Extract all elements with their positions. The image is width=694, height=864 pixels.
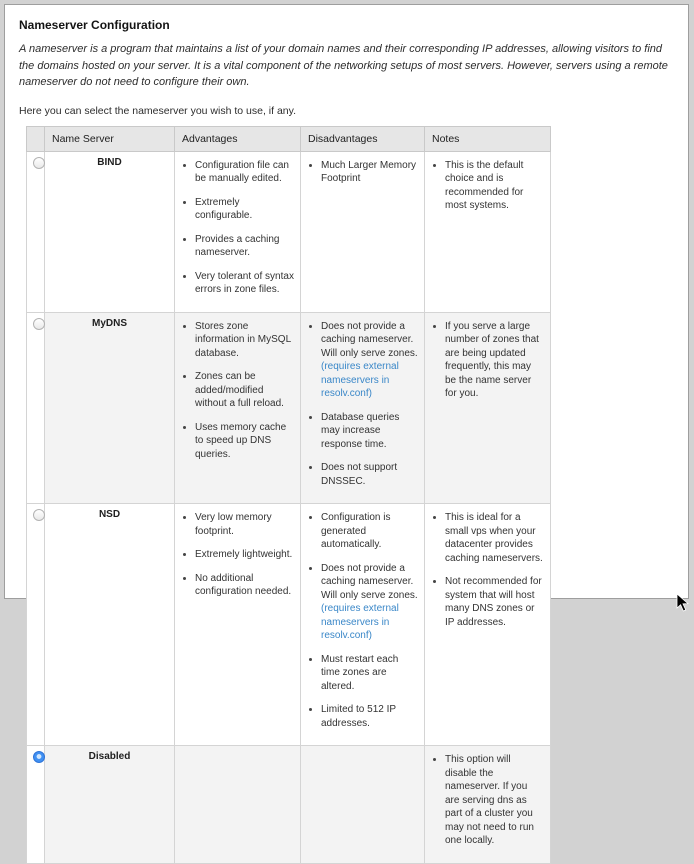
disadvantage-item: • Does not provide a caching nameserver. Will only serve zones. (requires external nameservers in resolv.conf) (321, 562, 418, 643)
notes-cell (425, 151, 551, 312)
advantages-cell (175, 151, 301, 312)
mouse-cursor (676, 593, 690, 612)
advantage-item: • Stores zone information in MySQL database. (195, 320, 294, 361)
nameserver-name: NSD (45, 504, 175, 746)
content-panel (4, 4, 689, 846)
advantage-item: • Configuration file can be manually edited. (195, 159, 294, 186)
advantage-item: • Zones can be added/modified without a full reload. (195, 370, 294, 411)
disadvantages-cell (301, 746, 425, 864)
notes-cell (425, 746, 551, 864)
disadvantage-list (307, 159, 418, 186)
disadvantage-item: • Limited to 512 IP addresses. (321, 703, 418, 730)
resolv-conf-link[interactable]: (requires external nameservers in resolv.conf) (321, 361, 399, 399)
advantage-item: • No additional configuration needed. (195, 572, 294, 599)
notes-cell (425, 312, 551, 504)
column-header-name-server: Name Server (45, 126, 175, 151)
note-item: • This is ideal for a small vps when your datacenter provides caching nameservers. (445, 511, 544, 565)
nameserver-name: BIND (45, 151, 175, 312)
nameserver-radio-nsd[interactable] (33, 509, 45, 521)
advantage-item: • Very tolerant of syntax errors in zone files. (195, 270, 294, 297)
note-list (431, 753, 544, 848)
page-instruction: Here you can select the nameserver you wish to use, if any. (19, 104, 297, 117)
column-header-radio (27, 126, 45, 151)
nameserver-radio-bind[interactable] (33, 157, 45, 169)
note-list (431, 511, 544, 629)
note-item: • If you serve a large number of zones that are being updated frequently, this may be the name server for you. (445, 320, 544, 401)
radio-cell (27, 312, 45, 504)
nameserver-table (26, 126, 551, 864)
advantage-list (181, 159, 294, 297)
table-row-disabled (27, 746, 551, 864)
column-header-notes: Notes (425, 126, 551, 151)
disadvantage-item: • Must restart each time zones are altered. (321, 653, 418, 694)
advantages-cell (175, 746, 301, 864)
note-list (431, 159, 544, 213)
table-row-nsd (27, 504, 551, 746)
nameserver-name: MyDNS (45, 312, 175, 504)
disadvantage-item: • Configuration is generated automatically. (321, 511, 418, 552)
advantage-item: • Uses memory cache to speed up DNS queries. (195, 421, 294, 462)
column-header-disadvantages: Disadvantages (301, 126, 425, 151)
disadvantages-cell (301, 312, 425, 504)
radio-cell (27, 746, 45, 864)
advantages-cell (175, 504, 301, 746)
radio-cell (27, 504, 45, 746)
table-row-bind (27, 151, 551, 312)
disadvantage-item: • Database queries may increase response time. (321, 411, 418, 452)
advantage-item: • Extremely configurable. (195, 196, 294, 223)
advantage-item: • Extremely lightweight. (195, 548, 294, 562)
disadvantage-item: • Does not support DNSSEC. (321, 461, 418, 488)
advantage-item: • Provides a caching nameserver. (195, 233, 294, 260)
note-item: • This is the default choice and is recommended for most systems. (445, 159, 544, 213)
disadvantages-cell (301, 504, 425, 746)
note-item: • This option will disable the nameserver. If you are serving dns as part of a cluster you may not need to run one locally. (445, 753, 544, 848)
disadvantage-list (307, 511, 418, 730)
notes-cell (425, 504, 551, 746)
advantage-list (181, 320, 294, 462)
disadvantage-item: • Much Larger Memory Footprint (321, 159, 418, 186)
disadvantage-item: • Does not provide a caching nameserver. Will only serve zones. (requires external nameservers in resolv.conf) (321, 320, 418, 401)
note-item: • Not recommended for system that will host many DNS zones or IP addresses. (445, 575, 544, 629)
advantages-cell (175, 312, 301, 504)
page-title: Nameserver Configuration (19, 18, 170, 32)
radio-cell (27, 151, 45, 312)
table-row-mydns (27, 312, 551, 504)
column-header-advantages: Advantages (175, 126, 301, 151)
note-list (431, 320, 544, 401)
page-description: A nameserver is a program that maintains a list of your domain names and their corresponding IP addresses, allowing visitors to find the domains hosted on your server. It is a vital component of the networking setups of most servers. However, servers using a remote nameserver do not need to configure their own. (19, 43, 668, 88)
resolv-conf-link[interactable]: (requires external nameservers in resolv.conf) (321, 603, 399, 641)
nameserver-radio-disabled[interactable] (33, 751, 45, 763)
table-header-row (27, 126, 551, 151)
nameserver-name: Disabled (45, 746, 175, 864)
advantage-item: • Very low memory footprint. (195, 511, 294, 538)
advantage-list (181, 511, 294, 599)
disadvantages-cell (301, 151, 425, 312)
disadvantage-list (307, 320, 418, 489)
nameserver-radio-mydns[interactable] (33, 318, 45, 330)
